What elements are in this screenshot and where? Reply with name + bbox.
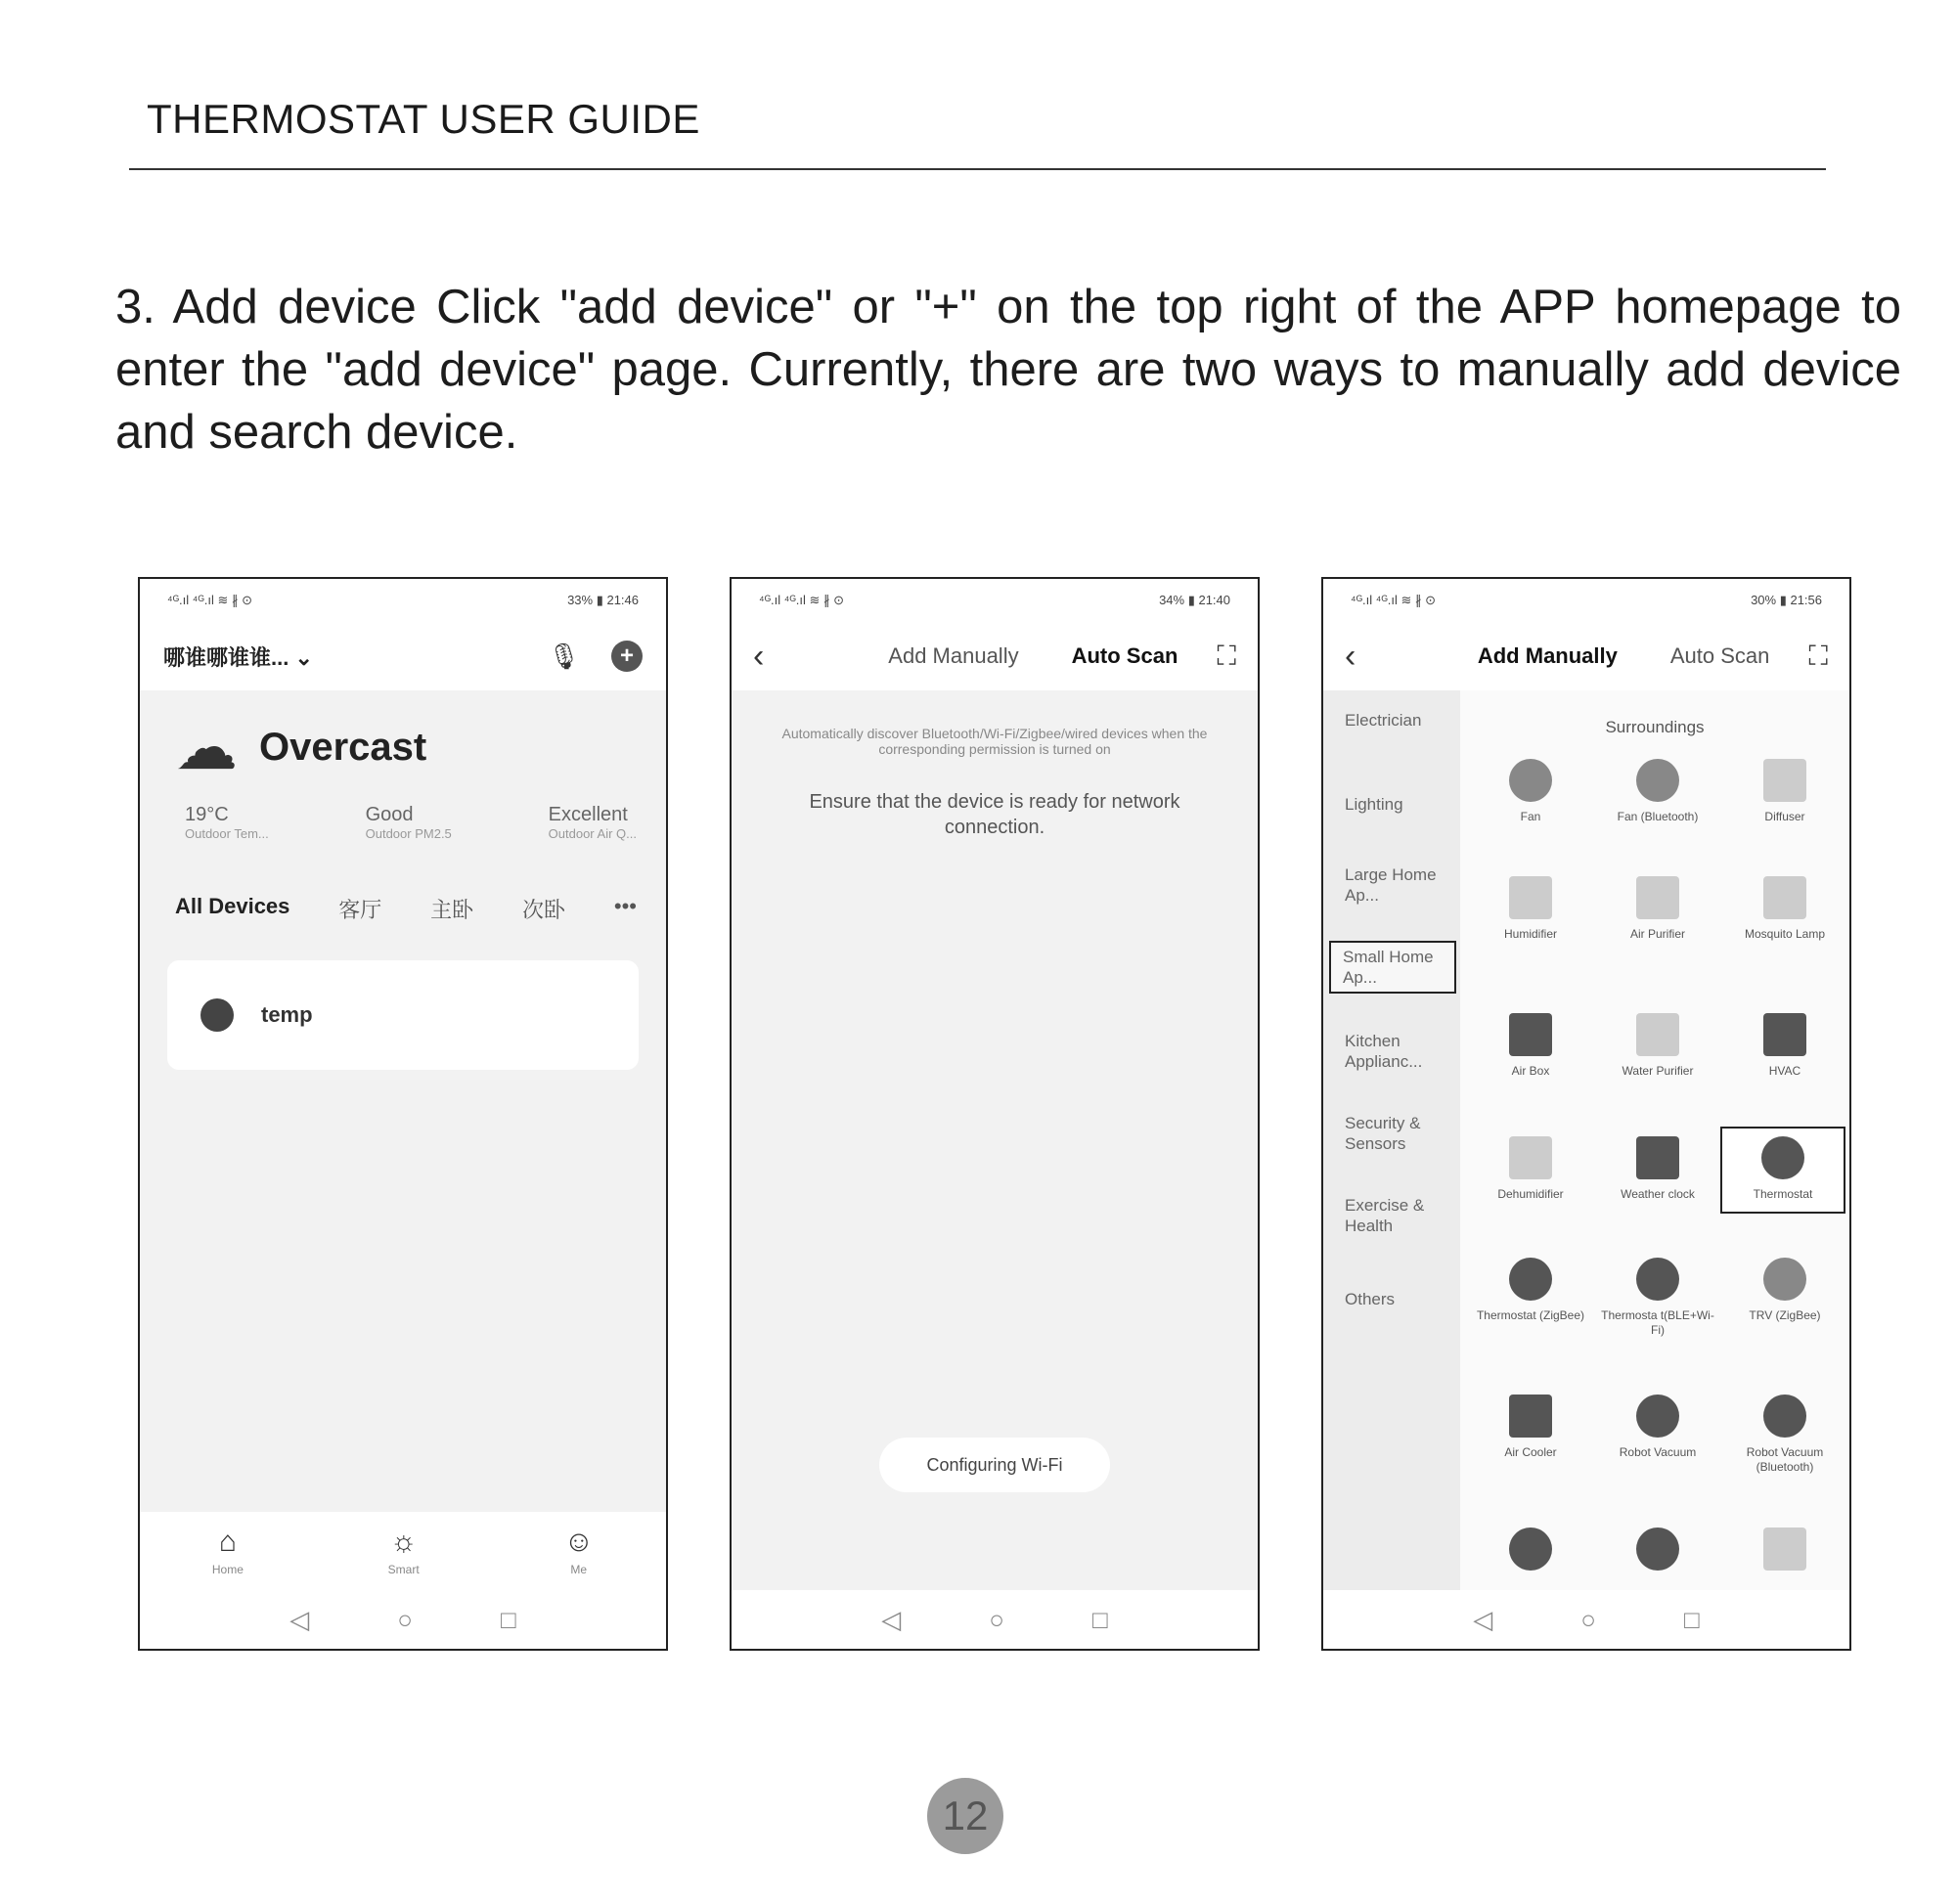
- device-air-cooler[interactable]: Air Cooler: [1468, 1395, 1593, 1460]
- diffuser-icon: [1763, 759, 1806, 802]
- device-mosquito-lamp[interactable]: Mosquito Lamp: [1722, 876, 1847, 942]
- nav-recent-icon[interactable]: □: [1092, 1604, 1108, 1634]
- nav-recent-icon[interactable]: □: [1684, 1604, 1700, 1634]
- device-card[interactable]: [167, 960, 639, 1070]
- weather-metrics: [185, 804, 637, 841]
- device-air-box[interactable]: Air Box: [1468, 1013, 1593, 1079]
- category-electrician[interactable]: Electrician: [1345, 711, 1422, 730]
- tab-home[interactable]: [212, 1526, 244, 1576]
- tab-living-room[interactable]: 客厅: [338, 898, 382, 922]
- home-icon: ⌂: [218, 1526, 237, 1558]
- bottom-tab-bar: [140, 1512, 666, 1590]
- device-icon: [1509, 1528, 1552, 1571]
- status-bar: [732, 579, 1258, 622]
- device-robot-vacuum[interactable]: Robot Vacuum: [1595, 1395, 1720, 1460]
- category-large-home[interactable]: Large Home Ap...: [1345, 865, 1437, 905]
- tab-smart[interactable]: [388, 1526, 420, 1576]
- page-number: 12: [927, 1778, 1003, 1854]
- section-title: Surroundings: [1605, 718, 1705, 736]
- thermostat-icon: [1509, 1258, 1552, 1301]
- device-dehumidifier[interactable]: Dehumidifier: [1468, 1136, 1593, 1202]
- tab-me[interactable]: [563, 1526, 594, 1576]
- category-lighting[interactable]: Lighting: [1345, 795, 1403, 814]
- screenshot-add-manually: [1321, 577, 1851, 1651]
- screenshot-auto-scan: [730, 577, 1260, 1651]
- room-tabs: [175, 894, 637, 924]
- robot-vacuum-icon: [1636, 1395, 1679, 1438]
- intro-paragraph: 3. Add device Click "add device" or "+" on the top right of the APP homepage to enter the "add device" page. Currently, there are two ways to manually add device and search device.: [115, 281, 1901, 459]
- nav-back-icon[interactable]: ◁: [881, 1604, 902, 1634]
- device-thermostat-zigbee[interactable]: Thermostat (ZigBee): [1468, 1258, 1593, 1323]
- system-nav-bar: [1323, 1590, 1849, 1649]
- ready-message: Ensure that the device is ready for network connection.: [809, 791, 1180, 838]
- add-device-header: [732, 622, 1258, 690]
- add-device-header: [1323, 622, 1849, 690]
- metric-pm25: [366, 804, 452, 841]
- scan-icon[interactable]: ⛶: [1217, 640, 1236, 671]
- metric-value: 19°C: [185, 804, 229, 825]
- device-trv-zigbee[interactable]: TRV (ZigBee): [1722, 1258, 1847, 1323]
- fan-icon: [1509, 759, 1552, 802]
- fan-icon: [1636, 759, 1679, 802]
- device-air-purifier[interactable]: Air Purifier: [1595, 876, 1720, 942]
- tab-master-bedroom[interactable]: 主卧: [430, 898, 474, 922]
- metric-value: Good: [365, 804, 414, 825]
- more-rooms-icon[interactable]: •••: [613, 894, 637, 918]
- system-nav-bar: [140, 1590, 666, 1649]
- weather-panel: [175, 712, 427, 782]
- metric-air-quality: [549, 804, 637, 841]
- device-fan-bluetooth[interactable]: Fan (Bluetooth): [1595, 759, 1720, 824]
- system-nav-bar: [732, 1590, 1258, 1649]
- device-fan[interactable]: Fan: [1468, 759, 1593, 824]
- microphone-icon[interactable]: 🎙: [547, 641, 580, 671]
- nav-home-icon[interactable]: ○: [1580, 1604, 1596, 1634]
- air-cooler-icon: [1509, 1395, 1552, 1438]
- tab-all-devices[interactable]: All Devices: [175, 894, 290, 918]
- tab-auto-scan[interactable]: Auto Scan: [1071, 643, 1178, 668]
- nav-home-icon[interactable]: ○: [989, 1604, 1004, 1634]
- device-name: temp: [261, 1002, 313, 1027]
- home-top-bar: [140, 622, 666, 690]
- nav-home-icon[interactable]: ○: [397, 1604, 413, 1634]
- device-diffuser[interactable]: Diffuser: [1722, 759, 1847, 824]
- category-small-home[interactable]: Small Home Ap...: [1329, 941, 1456, 994]
- add-device-button[interactable]: +: [611, 641, 643, 672]
- configure-wifi-button[interactable]: Configuring Wi-Fi: [879, 1438, 1110, 1492]
- device-more[interactable]: [1722, 1528, 1847, 1578]
- device-more[interactable]: [1595, 1528, 1720, 1578]
- metric-label: Outdoor Air Q...: [548, 826, 637, 841]
- humidifier-icon: [1509, 876, 1552, 919]
- tab-label: Smart: [387, 1563, 420, 1576]
- device-icon: [1636, 1528, 1679, 1571]
- category-kitchen[interactable]: Kitchen Applianc...: [1345, 1032, 1423, 1071]
- device-humidifier[interactable]: Humidifier: [1468, 876, 1593, 942]
- nav-back-icon[interactable]: ◁: [289, 1604, 310, 1634]
- status-bar: [140, 579, 666, 622]
- home-selector[interactable]: 哪谁哪谁谁... ⌄: [163, 644, 313, 670]
- category-exercise[interactable]: Exercise & Health: [1345, 1196, 1425, 1235]
- category-others[interactable]: Others: [1345, 1290, 1396, 1308]
- water-purifier-icon: [1636, 1013, 1679, 1056]
- thermostat-icon: [200, 998, 234, 1032]
- nav-recent-icon[interactable]: □: [501, 1604, 516, 1634]
- status-battery-time: 30% ▮ 21:56: [1751, 593, 1822, 607]
- weather-clock-icon: [1636, 1136, 1679, 1179]
- metric-temperature: [185, 804, 269, 841]
- hvac-icon: [1763, 1013, 1806, 1056]
- back-icon[interactable]: ‹: [753, 637, 765, 675]
- trv-icon: [1763, 1258, 1806, 1301]
- status-icons: ⁴ᴳ.ıl ⁴ᴳ.ıl ≋ ∦ ⊙: [167, 593, 253, 607]
- category-list: [1323, 690, 1460, 1590]
- device-robot-vacuum-bluetooth[interactable]: Robot Vacuum (Bluetooth): [1722, 1395, 1847, 1475]
- air-purifier-icon: [1636, 876, 1679, 919]
- thermostat-icon: [1761, 1136, 1804, 1179]
- tab-second-bedroom[interactable]: 次卧: [522, 898, 566, 922]
- device-thermostat-ble-wifi[interactable]: Thermosta t(BLE+Wi-Fi): [1595, 1258, 1720, 1338]
- tab-label: Me: [570, 1563, 588, 1576]
- guide-title: THERMOSTAT USER GUIDE: [147, 96, 700, 142]
- device-hvac[interactable]: HVAC: [1722, 1013, 1847, 1079]
- sun-icon: ☼: [389, 1526, 418, 1558]
- status-battery-time: 33% ▮ 21:46: [567, 593, 639, 607]
- status-icons: ⁴ᴳ.ıl ⁴ᴳ.ıl ≋ ∦ ⊙: [1351, 593, 1437, 607]
- status-battery-time: 34% ▮ 21:40: [1159, 593, 1230, 607]
- air-box-icon: [1509, 1013, 1552, 1056]
- tab-auto-scan[interactable]: Auto Scan: [1669, 643, 1770, 668]
- device-water-purifier[interactable]: Water Purifier: [1595, 1013, 1720, 1079]
- tab-add-manually[interactable]: Add Manually: [1477, 643, 1618, 668]
- metric-label: Outdoor PM2.5: [365, 826, 452, 841]
- screenshot-home: [138, 577, 668, 1651]
- weather-condition: Overcast: [259, 725, 427, 769]
- auto-scan-hint: Automatically discover Bluetooth/Wi-Fi/Zigbee/wired devices when the corresponding permission is turned on: [781, 726, 1208, 757]
- metric-label: Outdoor Tem...: [185, 826, 269, 841]
- scan-icon[interactable]: ⛶: [1808, 640, 1828, 671]
- category-security[interactable]: Security & Sensors: [1345, 1114, 1421, 1153]
- status-icons: ⁴ᴳ.ıl ⁴ᴳ.ıl ≋ ∦ ⊙: [759, 593, 845, 607]
- status-bar: [1323, 579, 1849, 622]
- dehumidifier-icon: [1509, 1136, 1552, 1179]
- metric-value: Excellent: [548, 804, 628, 825]
- mosquito-lamp-icon: [1763, 876, 1806, 919]
- cloud-icon: ☁: [175, 712, 238, 782]
- device-more[interactable]: [1468, 1528, 1593, 1578]
- thermostat-icon: [1636, 1258, 1679, 1301]
- back-icon[interactable]: ‹: [1345, 637, 1356, 675]
- header-rule: [129, 168, 1826, 170]
- tab-label: Home: [211, 1563, 244, 1576]
- device-grid: [1460, 690, 1849, 1590]
- device-thermostat[interactable]: Thermostat: [1720, 1127, 1845, 1214]
- nav-back-icon[interactable]: ◁: [1473, 1604, 1493, 1634]
- device-icon: [1763, 1528, 1806, 1571]
- device-weather-clock[interactable]: Weather clock: [1595, 1136, 1720, 1202]
- robot-vacuum-icon: [1763, 1395, 1806, 1438]
- profile-icon: ☺: [563, 1526, 595, 1558]
- tab-add-manually[interactable]: Add Manually: [888, 643, 1019, 668]
